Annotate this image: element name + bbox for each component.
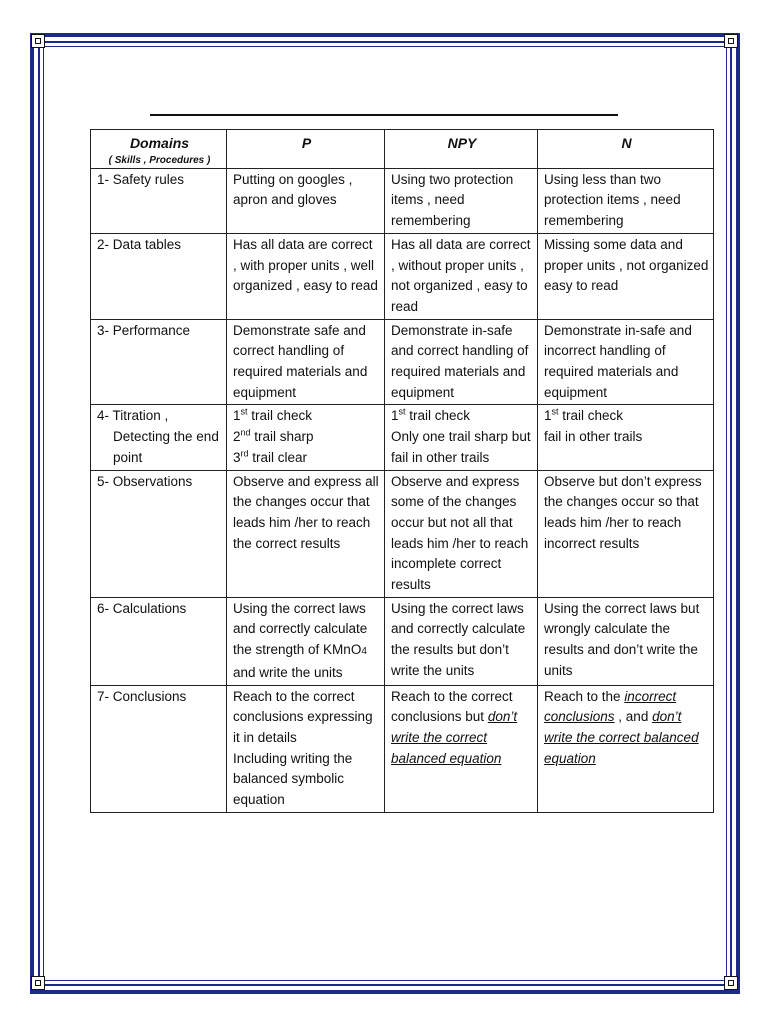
- emphasized-text: incorrect conclusions: [544, 688, 677, 725]
- domain-cell: 2- Data tables: [91, 233, 227, 319]
- npy-cell: Using the correct laws and correctly calculate the results but don’t write the units: [385, 597, 538, 685]
- table-row: [91, 405, 714, 470]
- p-cell: Reach to the correct conclusions expressing it in details Including writing the balanced symbolic equation: [227, 685, 385, 812]
- corner-ornament-top-right: [724, 34, 738, 48]
- n-cell: Using less than two protection items , need remembering: [538, 168, 714, 233]
- p-cell: Using the correct laws and correctly calculate the strength of KMnO4 and write the units: [227, 597, 385, 685]
- n-cell: Missing some data and proper units , not organized easy to read: [538, 233, 714, 319]
- emphasized-text: don’t write the correct balanced equation: [544, 709, 699, 766]
- header-domains: Domains ( Skills , Procedures ): [91, 130, 227, 169]
- header-npy: NPY: [385, 130, 538, 169]
- table-row: [91, 470, 714, 597]
- npy-cell: Reach to the correct conclusions but don’t write the correct balanced equation: [385, 685, 538, 812]
- domain-cell: 4- Titration , Detecting the end point: [91, 405, 227, 470]
- n-cell: Observe but don’t express the changes occur so that leads him /her to reach incorrect results: [538, 470, 714, 597]
- domain-cell: 1- Safety rules: [91, 168, 227, 233]
- table-row: [91, 597, 714, 685]
- p-cell: Demonstrate safe and correct handling of required materials and equipment: [227, 319, 385, 405]
- header-domains-subtitle: ( Skills , Procedures ): [108, 154, 211, 166]
- emphasized-text: don’t write the correct balanced equation: [391, 709, 518, 766]
- n-cell: 1st trail check fail in other trails: [538, 405, 714, 470]
- p-cell: Observe and express all the changes occur that leads him /her to reach the correct results: [227, 470, 385, 597]
- p-cell: 1st trail check 2nd trail sharp 3rd trail clear: [227, 405, 385, 470]
- header-n: N: [538, 130, 714, 169]
- domain-cell: 7- Conclusions: [91, 685, 227, 812]
- domain-cell: 6- Calculations: [91, 597, 227, 685]
- npy-cell: Has all data are correct , without proper units , not organized , easy to read: [385, 233, 538, 319]
- npy-cell: 1st trail check Only one trail sharp but fail in other trails: [385, 405, 538, 470]
- n-cell: Reach to the incorrect conclusions , and don’t write the correct balanced equation: [538, 685, 714, 812]
- rubric-table: [90, 129, 714, 813]
- header-row: [91, 130, 714, 169]
- npy-cell: Observe and express some of the changes occur but not all that leads him /her to reach incomplete correct results: [385, 470, 538, 597]
- corner-ornament-bottom-left: [31, 976, 45, 990]
- npy-cell: Demonstrate in-safe and correct handling of required materials and equipment: [385, 319, 538, 405]
- table-row: [91, 233, 714, 319]
- corner-ornament-top-left: [31, 34, 45, 48]
- npy-cell: Using two protection items , need remembering: [385, 168, 538, 233]
- table-row: [91, 685, 714, 812]
- table-row: [91, 319, 714, 405]
- domain-cell: 5- Observations: [91, 470, 227, 597]
- corner-ornament-bottom-right: [724, 976, 738, 990]
- p-cell: Putting on googles , apron and gloves: [227, 168, 385, 233]
- header-p: P: [227, 130, 385, 169]
- table-row: [91, 168, 714, 233]
- n-cell: Demonstrate in-safe and incorrect handling of required materials and equipment: [538, 319, 714, 405]
- n-cell: Using the correct laws but wrongly calculate the results and don’t write the units: [538, 597, 714, 685]
- p-cell: Has all data are correct , with proper units , well organized , easy to read: [227, 233, 385, 319]
- domain-cell: 3- Performance: [91, 319, 227, 405]
- title-rule: [150, 114, 618, 116]
